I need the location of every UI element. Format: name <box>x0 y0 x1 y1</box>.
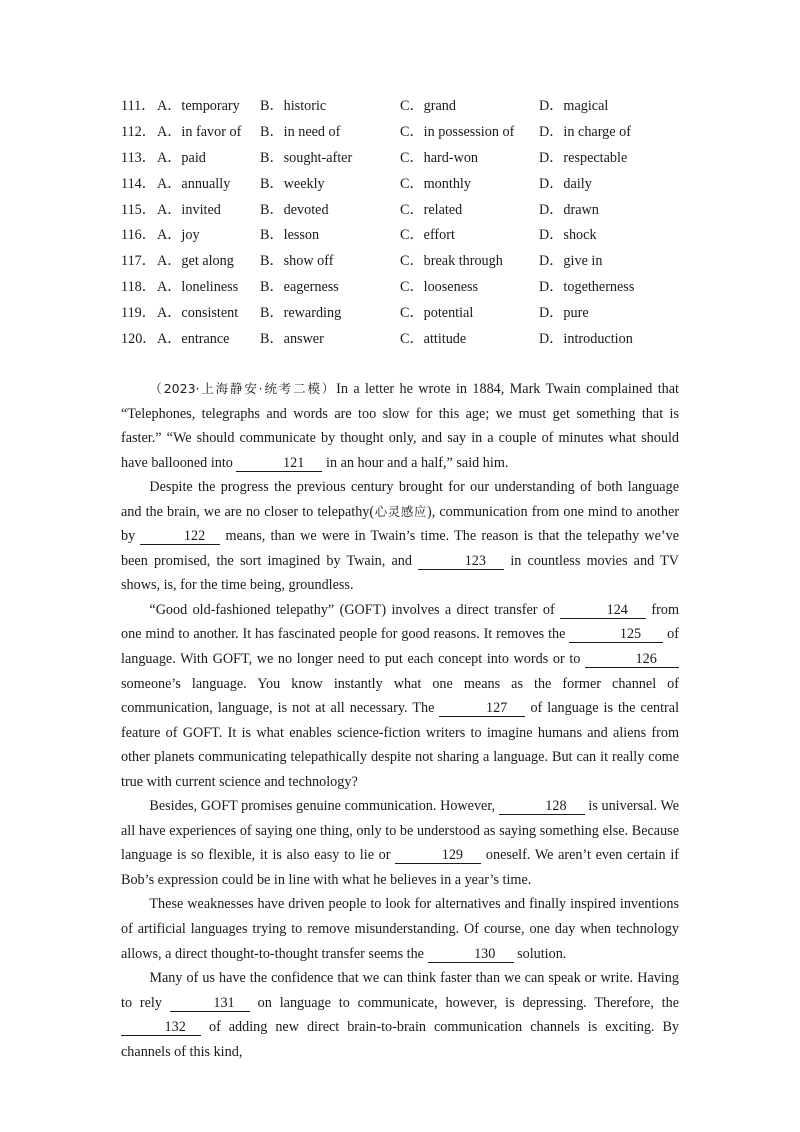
paragraph-1 <box>121 377 679 475</box>
blank-129: 129 <box>395 848 481 864</box>
question-number: 119． <box>121 305 156 322</box>
option-a: A．paid <box>157 149 206 166</box>
option-d: D．togetherness <box>539 279 635 296</box>
blank-130: 130 <box>428 947 514 963</box>
option-d: D．in charge of <box>539 123 631 140</box>
text: Many of us have the confidence that we can think faster than we can speak or write. Having to rely <box>121 970 679 1011</box>
blank-122: 122 <box>140 529 220 545</box>
option-a: A．in favor of <box>157 123 242 140</box>
option-c: C．hard-won <box>400 149 479 166</box>
text: means, than we were in Twain’s time. The reason is that the telepathy we’ve been promised, the sort imagined by Twain, and <box>121 528 680 569</box>
text: Besides, GOFT promises genuine communication. However, <box>149 798 499 815</box>
option-c: C．attitude <box>400 331 467 348</box>
paragraph-6 <box>121 966 679 1064</box>
question-number: 116． <box>121 227 156 244</box>
text: “Good old-fashioned telepathy” (GOFT) involves a direct transfer of <box>149 601 561 618</box>
text: These weaknesses have driven people to look for alternatives and finally inspired inventions of artificial languages trying to remove misunderstanding. Of course, one day when technology allows, a direct thought-to-thought transfer seems the <box>121 896 679 962</box>
source-tag: （2023·上海静安·统考二模） <box>149 381 337 396</box>
option-c: C．grand <box>400 98 456 114</box>
option-b: B．historic <box>260 98 327 114</box>
option-row-112 <box>121 120 681 146</box>
text: ), communication from one mind to another by <box>121 503 679 545</box>
option-c: C．monthly <box>400 175 471 192</box>
option-b: B．rewarding <box>260 305 342 322</box>
option-c: C．looseness <box>400 279 479 296</box>
option-d: D．drawn <box>539 201 599 218</box>
text: is universal. We all have experiences of saying one thing, only to be understood as saying something else. Because language is so flexible, it is also easy to lie or <box>121 798 679 864</box>
text: from one mind to another. It has fascinated people for good reasons. It removes the <box>121 601 679 643</box>
option-d: D．shock <box>539 227 597 244</box>
question-number: 117． <box>121 253 156 270</box>
option-a: A．annually <box>157 175 231 192</box>
option-a: A．loneliness <box>157 279 239 296</box>
option-a: A．temporary <box>157 98 240 114</box>
option-c: C．potential <box>400 305 474 322</box>
option-b: B．lesson <box>260 227 320 244</box>
answer-options-list <box>121 94 681 353</box>
blank-126: 126 <box>585 652 679 668</box>
option-row-113 <box>121 146 681 172</box>
option-d: D．daily <box>539 175 592 192</box>
text: In a letter he wrote in 1884, Mark Twain complained that “Telephones, telegraphs and words are too slow for this age; we must get something that is faster.” “We should communicate by thought only, and say in a couple of minutes what should have ballooned into <box>121 381 679 471</box>
blank-125: 125 <box>569 627 663 643</box>
option-b: B．devoted <box>260 201 329 218</box>
option-b: B．sought-after <box>260 149 353 166</box>
option-c: C．in possession of <box>400 123 515 140</box>
paragraph-2 <box>121 475 679 598</box>
text: of language. With GOFT, we no longer need to put each concept into words or to <box>121 626 679 668</box>
blank-124: 124 <box>560 603 646 619</box>
option-d: D．magical <box>539 98 609 114</box>
text: on language to communicate, however, is depressing. Therefore, the <box>249 994 679 1011</box>
text: solution. <box>513 945 567 962</box>
option-row-119 <box>121 301 681 327</box>
paragraph-3 <box>121 598 679 794</box>
question-number: 113． <box>121 149 156 166</box>
blank-132: 132 <box>121 1020 201 1036</box>
option-a: A．entrance <box>157 331 230 348</box>
text: in countless movies and TV shows, is, for the time being, groundless. <box>121 552 679 594</box>
question-number: 111． <box>121 98 156 114</box>
option-a: A．consistent <box>157 305 239 322</box>
text: Despite the progress the previous century brought for our understanding of both language and the brain, we are no closer to telepathy( <box>121 479 679 520</box>
paragraph-4 <box>121 794 679 892</box>
option-row-120 <box>121 327 681 353</box>
option-d: D．introduction <box>539 331 633 348</box>
option-d: D．pure <box>539 305 589 322</box>
option-d: D．give in <box>539 253 603 270</box>
blank-128: 128 <box>499 799 585 815</box>
question-number: 114． <box>121 175 156 192</box>
blank-123: 123 <box>418 554 504 570</box>
option-d: D．respectable <box>539 149 628 166</box>
option-c: C．related <box>400 201 463 218</box>
option-row-116 <box>121 223 681 249</box>
option-row-114 <box>121 172 681 198</box>
text: someone’s language. You know instantly what one means as the former channel of communication, language, is not at all necessary. The <box>121 675 679 717</box>
option-c: C．break through <box>400 253 503 270</box>
option-b: B．show off <box>260 253 334 270</box>
option-a: A．invited <box>157 201 221 218</box>
option-c: C．effort <box>400 227 455 244</box>
option-row-111 <box>121 94 681 120</box>
option-b: B．in need of <box>260 123 341 140</box>
option-a: A．joy <box>157 227 200 244</box>
blank-127: 127 <box>439 701 525 717</box>
option-b: B．eagerness <box>260 279 339 296</box>
option-row-118 <box>121 275 681 301</box>
option-a: A．get along <box>157 253 234 270</box>
question-number: 118． <box>121 279 156 296</box>
text: of adding new direct brain-to-brain communication channels is exciting. By channels of this kind, <box>121 1019 679 1060</box>
question-number: 115． <box>121 201 156 218</box>
blank-121: 121 <box>236 456 322 472</box>
text: oneself. We aren’t even certain if Bob’s expression could be in line with what he believes in a year’s time. <box>121 847 679 888</box>
text: of language is the central feature of GOFT. It is what enables science-fiction writers to imagine humans and aliens from other planets communicating telepathically despite not sharing a language. But can it really come true with current science and technology? <box>121 700 680 790</box>
question-number: 120． <box>121 331 157 348</box>
text: in an hour and a half,” said him. <box>322 454 509 471</box>
chinese-gloss: 心灵感应 <box>374 503 427 519</box>
blank-131: 131 <box>170 996 250 1012</box>
option-b: B．weekly <box>260 175 325 192</box>
paragraph-5 <box>121 892 679 966</box>
option-b: B．answer <box>260 331 324 348</box>
option-row-117 <box>121 249 681 275</box>
option-row-115 <box>121 198 681 224</box>
cloze-passage <box>121 377 679 1064</box>
question-number: 112． <box>121 123 156 140</box>
